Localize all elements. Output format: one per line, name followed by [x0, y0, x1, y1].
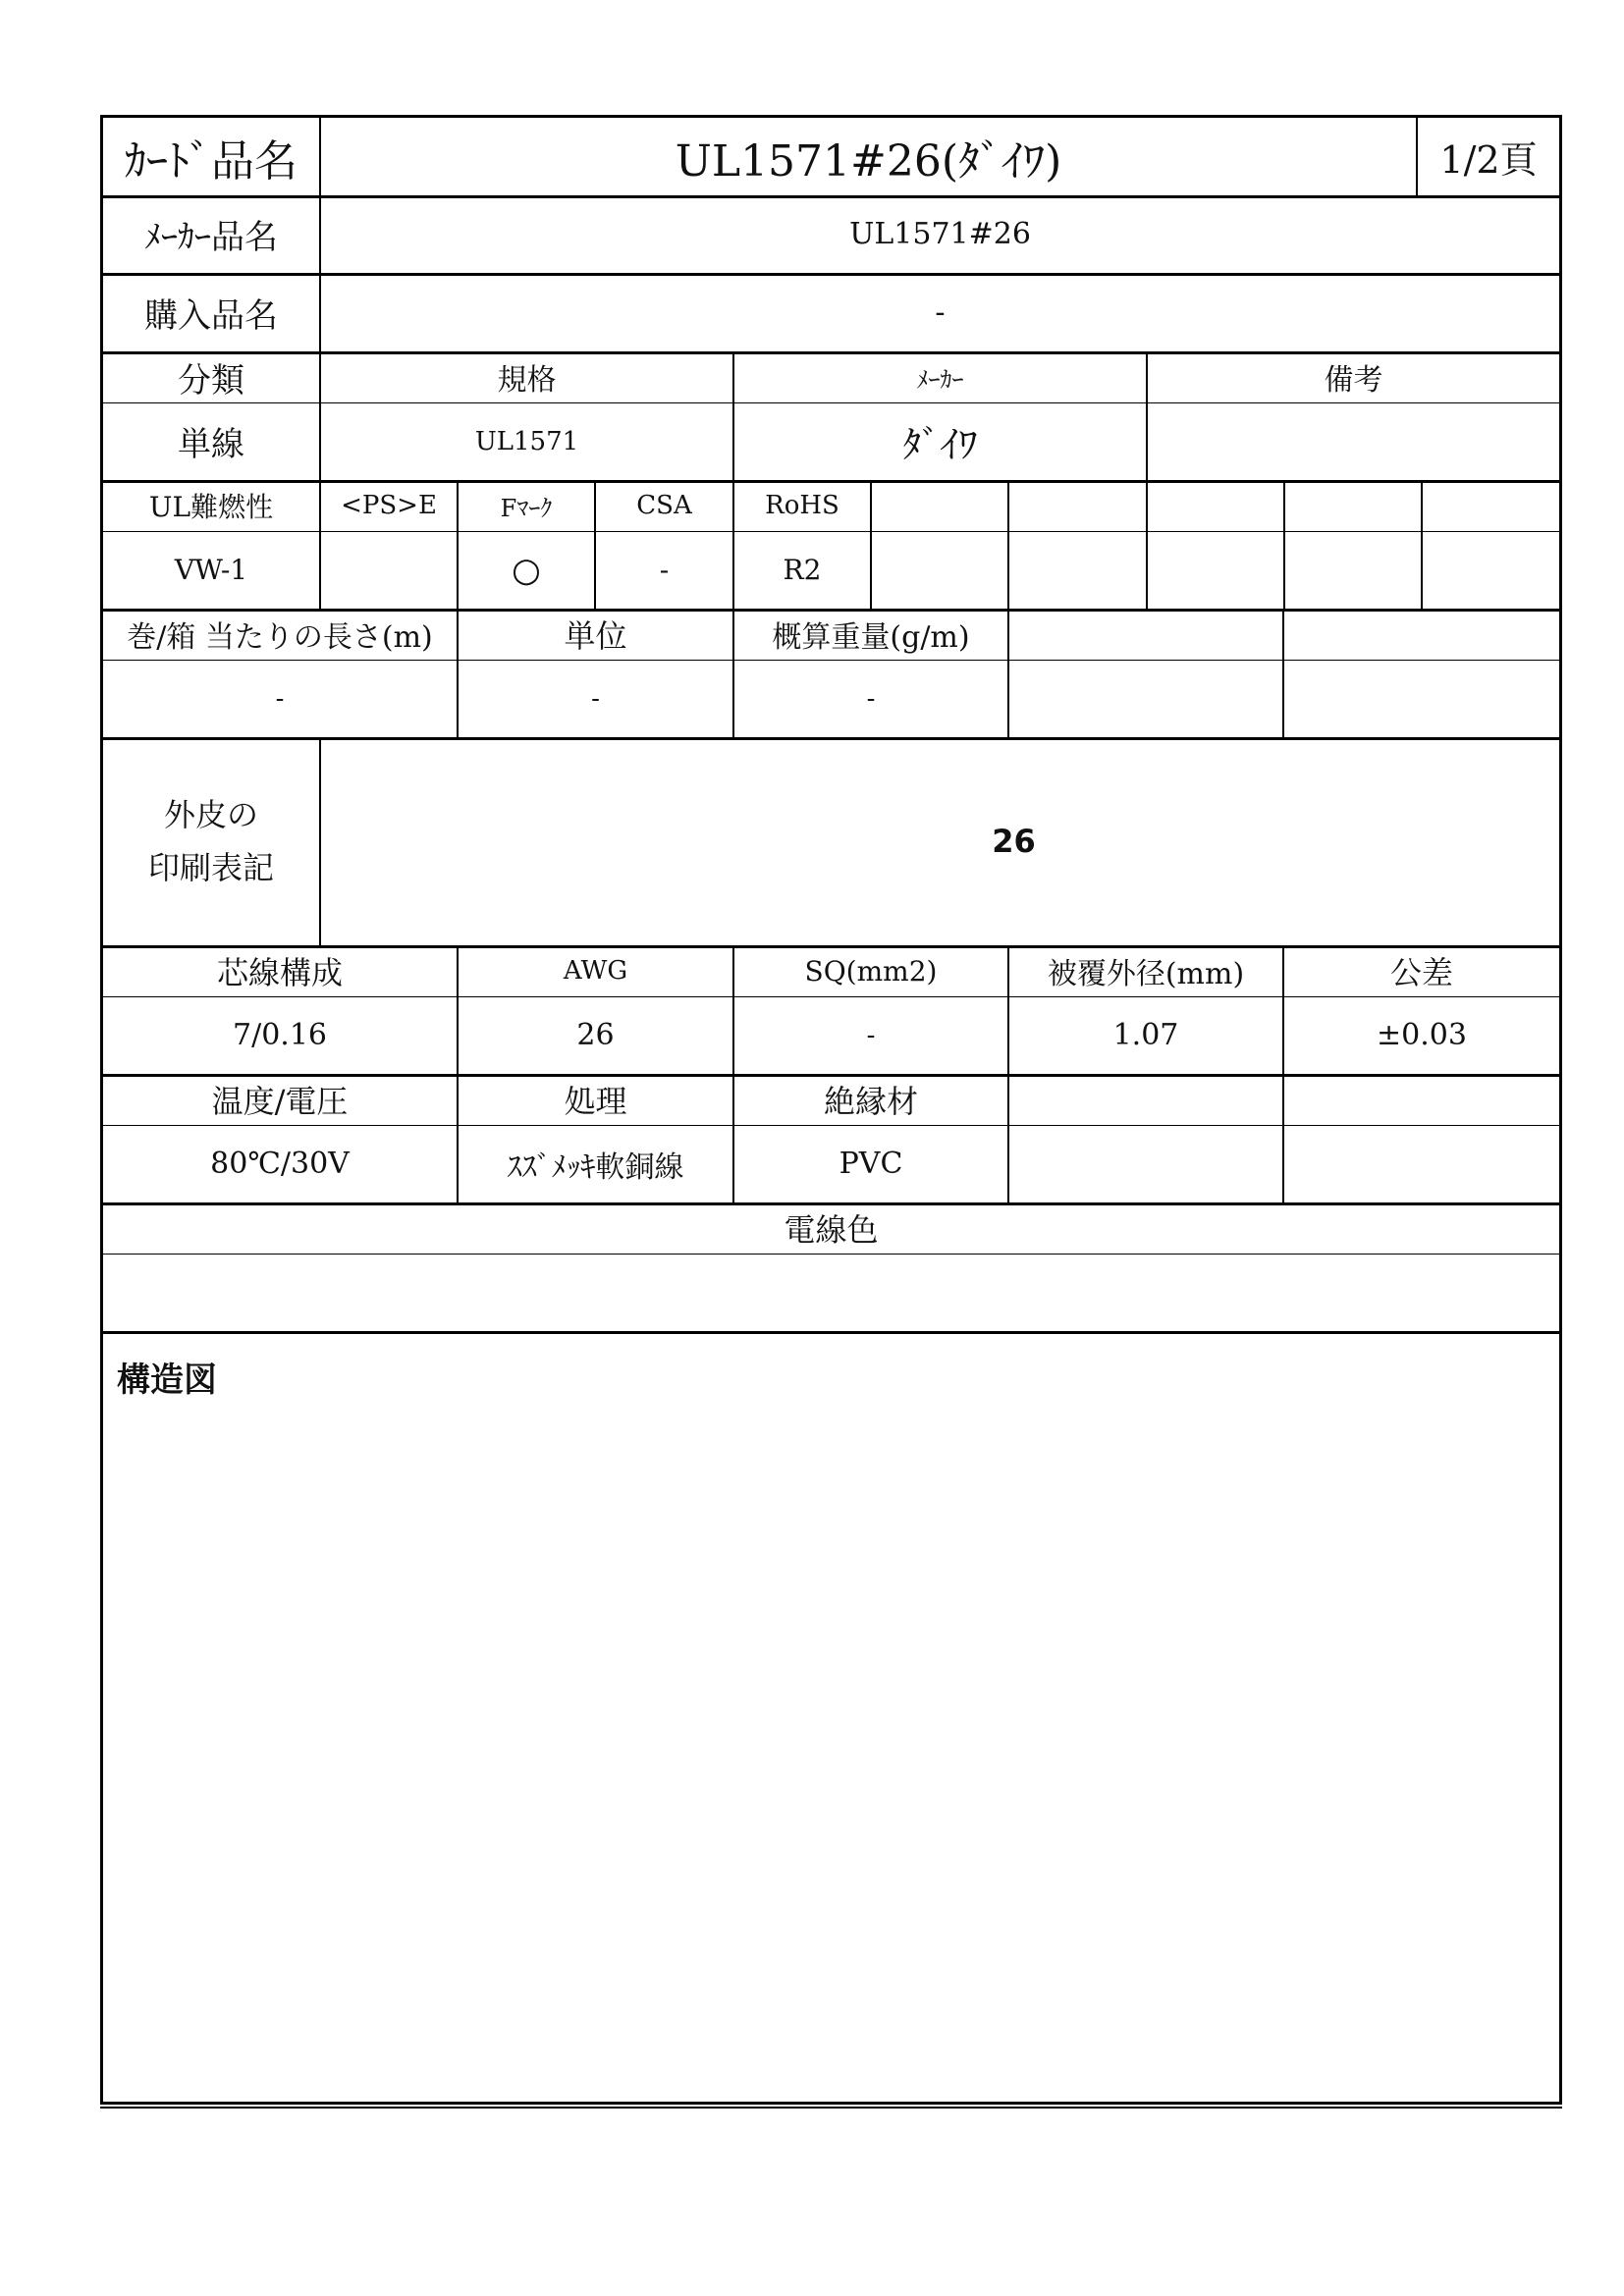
outer-diameter-value: 1.07	[1009, 996, 1284, 1074]
awg-value: 26	[459, 996, 734, 1074]
rating-header-blank-3	[1148, 480, 1285, 531]
length-header-blank-2	[1284, 609, 1559, 660]
rating-header-blank-4	[1285, 480, 1423, 531]
classification-header: 分類	[103, 351, 321, 402]
tolerance-header: 公差	[1389, 954, 1453, 991]
print-marking-label	[103, 737, 321, 945]
sq-value: -	[734, 996, 1009, 1074]
temp-value-blank-2	[1284, 1125, 1559, 1202]
rohs-header: RoHS	[734, 480, 872, 531]
structure-diagram-area	[103, 1331, 1559, 2102]
standard-header: 規格	[321, 351, 734, 402]
pse-value	[321, 531, 459, 609]
treatment-header: 処理	[459, 1074, 734, 1125]
pse-header: <PS>E	[321, 480, 459, 531]
rating-value-blank-3	[1148, 531, 1285, 609]
length-per-reel-value: -	[103, 660, 459, 737]
rating-value-blank-5	[1423, 531, 1559, 609]
sq-header: SQ(mm2)	[734, 945, 1009, 996]
rating-header-blank-1	[872, 480, 1009, 531]
weight-value: -	[734, 660, 1009, 737]
rating-header-blank-5	[1423, 480, 1559, 531]
rating-value-blank-4	[1285, 531, 1423, 609]
temp-header-row	[103, 1074, 1559, 1126]
unit-value: -	[459, 660, 734, 737]
maker-value: ﾀﾞｲﾜ	[734, 402, 1148, 480]
length-header-row	[103, 609, 1559, 661]
core-value-row	[103, 996, 1559, 1077]
structure-diagram-label: 構造図	[117, 1361, 217, 1400]
outer-diameter-header: 被覆外径(mm)	[1009, 945, 1284, 996]
purchase-name-value: -	[935, 294, 946, 330]
wire-color-value-row	[103, 1254, 1559, 1334]
temp-value-blank-1	[1009, 1125, 1284, 1202]
remarks-value	[1148, 402, 1559, 480]
temp-header-blank-2	[1284, 1074, 1559, 1125]
print-marking-row	[103, 737, 1559, 948]
insulation-value: PVC	[734, 1125, 1009, 1202]
unit-header: 単位	[459, 609, 734, 660]
wire-color-header: 電線色	[784, 1211, 879, 1249]
maker-name-value: UL1571#26	[849, 217, 1031, 251]
length-value-row	[103, 660, 1559, 740]
maker-name-row	[103, 195, 1559, 276]
standard-value: UL1571	[321, 402, 734, 480]
maker-name-label: ﾒｰｶｰ品名	[103, 195, 321, 273]
length-value-blank-1	[1009, 660, 1284, 737]
f-mark-header: Fﾏｰｸ	[459, 480, 596, 531]
csa-header: CSA	[596, 480, 734, 531]
print-marking-value: 26	[992, 823, 1036, 860]
spec-card-frame	[100, 115, 1562, 2105]
bottom-double-rule	[100, 2107, 1562, 2109]
core-header-row	[103, 945, 1559, 997]
remarks-header: 備考	[1324, 363, 1383, 398]
insulation-header: 絶縁材	[734, 1074, 1009, 1125]
temp-voltage-header: 温度/電圧	[103, 1074, 459, 1125]
rating-value-blank-2	[1009, 531, 1148, 609]
f-mark-value: ○	[459, 531, 596, 609]
wire-color-value	[103, 1254, 1559, 1331]
classification-value-row	[103, 402, 1559, 483]
ratings-value-row	[103, 531, 1559, 612]
card-name-value: UL1571#26(ﾀﾞｲﾜ)	[321, 118, 1418, 195]
rating-header-blank-2	[1009, 480, 1148, 531]
tolerance-value: ±0.03	[1377, 1018, 1467, 1052]
classification-header-row	[103, 351, 1559, 403]
length-per-reel-header: 巻/箱 当たりの長さ(m)	[103, 609, 459, 660]
weight-header: 概算重量(g/m)	[734, 609, 1009, 660]
length-value-blank-2	[1284, 660, 1559, 737]
purchase-name-row	[103, 273, 1559, 354]
card-name-label: ｶｰﾄﾞ品名	[103, 118, 321, 195]
length-header-blank-1	[1009, 609, 1284, 660]
card-name-row	[103, 118, 1559, 198]
treatment-value: ｽｽﾞﾒｯｷ軟銅線	[459, 1125, 734, 1202]
conductor-header: 芯線構成	[103, 945, 459, 996]
wire-color-header-row	[103, 1202, 1559, 1255]
classification-value: 単線	[103, 402, 321, 480]
awg-header: AWG	[459, 945, 734, 996]
temp-voltage-value: 80℃/30V	[103, 1125, 459, 1202]
ul-flame-value: VW-1	[103, 531, 321, 609]
page-indicator: 1/2頁	[1439, 138, 1538, 182]
conductor-value: 7/0.16	[103, 996, 459, 1074]
csa-value: -	[596, 531, 734, 609]
purchase-name-label: 購入品名	[103, 273, 321, 351]
print-marking-label-line1: 外皮の	[163, 796, 258, 833]
ul-flame-header: UL難燃性	[103, 480, 321, 531]
maker-header: ﾒｰｶｰ	[734, 351, 1148, 402]
rohs-value: R2	[734, 531, 872, 609]
temp-value-row	[103, 1125, 1559, 1205]
print-marking-label-line2: 印刷表記	[147, 849, 274, 886]
rating-value-blank-1	[872, 531, 1009, 609]
ratings-header-row	[103, 480, 1559, 532]
temp-header-blank-1	[1009, 1074, 1284, 1125]
